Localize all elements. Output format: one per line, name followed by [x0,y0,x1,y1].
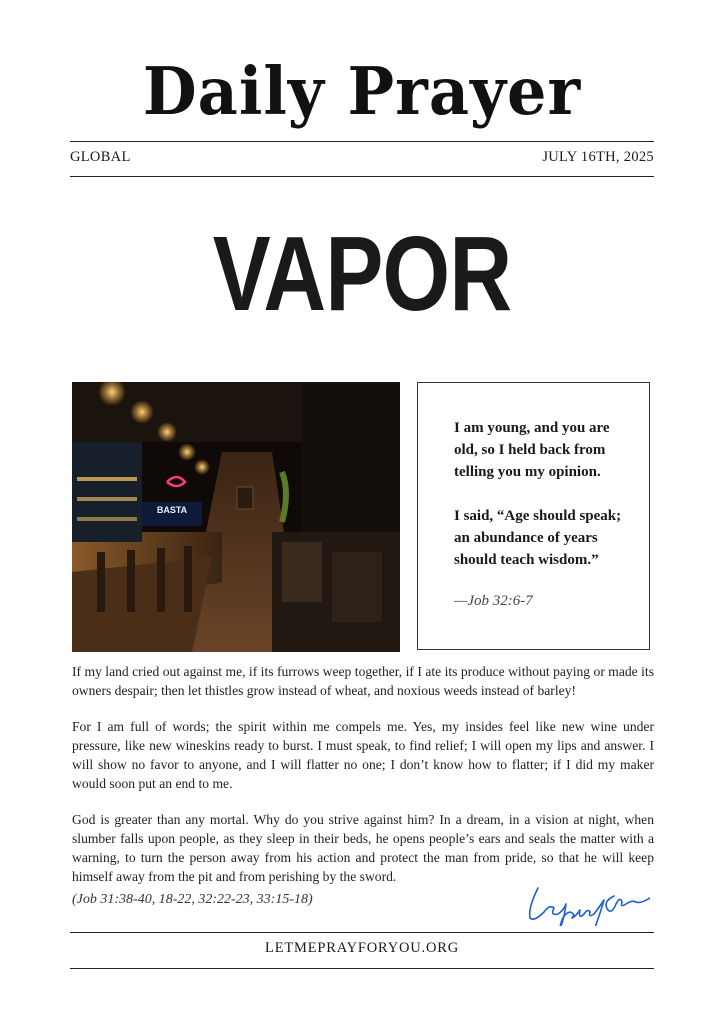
masthead-title: Daily Prayer [142,53,582,130]
body-paragraph-2: For I am full of words; the spirit within me compels me. Yes, my insides feel like new wine under pressure, like new wineskins ready to burst. I must speak, to find relief; I will open my lips and answer. I will show no favor to anyone, and I will flatter no one; I don’t know how to flatter; if I did my maker would soon put an end to me. [72,719,654,791]
footer-bottom-rule [70,968,654,969]
footer-top-rule [70,932,654,933]
dateline-date: JULY 16TH, 2025 [542,149,654,165]
neon-sign-text: BASTA [156,505,188,515]
restaurant-photo [72,382,400,652]
masthead-bottom-rule [70,176,654,177]
quote-paragraph-2: I said, “Age should speak; an abundance of years should teach wisdom.” [454,508,622,568]
body-paragraph-3: God is greater than any mortal. Why do you strive against him? In a dream, in a vision at night, when slumber falls upon people, as they sleep in their beds, he opens people’s ears and seals the matter with a warning, to turn the person away from his action and protect the man from pride, so that he will keep himself away from the pit and from perishing by the sword. [72,812,654,884]
handwritten-signature [520,882,650,926]
headline: VAPOR [212,215,512,333]
scripture-quote-box [417,382,650,650]
footer-website: LETMEPRAYFORYOU.ORG [265,940,459,956]
body-text [72,662,654,903]
dateline-region: GLOBAL [70,149,131,165]
body-paragraph-1: If my land cried out against me, if its furrows weep together, if I ate its produce without paying or made its owners despair; then let thistles grow instead of wheat, and noxious weeds instead of barley! [72,664,654,698]
scripture-citation: (Job 31:38-40, 18-22, 32:22-23, 33:15-18) [72,892,313,907]
masthead-top-rule [70,141,654,142]
quote-paragraph-1: I am young, and you are old, so I held back from telling you my opinion. [454,420,610,480]
quote-reference: —Job 32:6-7 [454,593,533,609]
dateline [70,149,654,166]
